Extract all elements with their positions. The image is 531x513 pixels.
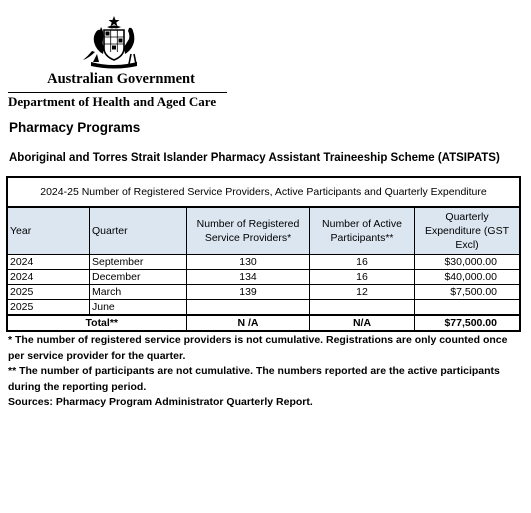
cell-providers: 134 xyxy=(187,270,310,285)
total-participants: N/A xyxy=(310,315,415,331)
participants-footnote: ** The number of participants are not cumulative. The numbers reported are the active participants during the reporting period. xyxy=(8,365,500,393)
government-name: Australian Government xyxy=(47,71,195,87)
cell-participants: 12 xyxy=(310,285,415,300)
cell-expenditure: $30,000.00 xyxy=(415,255,521,270)
header-expenditure: Quarterly Expenditure (GST Excl) xyxy=(415,207,521,255)
table-row xyxy=(7,285,520,300)
department-name: Department of Health and Aged Care xyxy=(8,94,217,109)
total-label: Total** xyxy=(7,315,187,331)
cell-expenditure: $40,000.00 xyxy=(415,270,521,285)
cell-quarter: December xyxy=(90,270,187,285)
header-quarter: Quarter xyxy=(90,207,187,255)
cell-participants: 16 xyxy=(310,270,415,285)
cell-participants: 16 xyxy=(310,255,415,270)
header-year: Year xyxy=(7,207,90,255)
commonwealth-coat-of-arms-icon xyxy=(79,14,149,72)
header-participants: Number of Active Participants** xyxy=(310,207,415,255)
cell-expenditure xyxy=(415,300,521,316)
table-caption: 2024-25 Number of Registered Service Providers, Active Participants and Quarterly Expenditure xyxy=(7,177,520,207)
table-total-row xyxy=(7,315,520,331)
cell-providers: 130 xyxy=(187,255,310,270)
cell-year: 2024 xyxy=(7,255,90,270)
government-logo xyxy=(0,0,531,112)
page-title: Pharmacy Programs xyxy=(9,120,141,135)
scheme-title: Aboriginal and Torres Strait Islander Pharmacy Assistant Traineeship Scheme (ATSIPATS) xyxy=(9,152,500,164)
table-row xyxy=(7,255,520,270)
cell-year: 2025 xyxy=(7,285,90,300)
cell-providers: 139 xyxy=(187,285,310,300)
header-providers: Number of Registered Service Providers* xyxy=(187,207,310,255)
table-row xyxy=(7,300,520,316)
cell-expenditure: $7,500.00 xyxy=(415,285,521,300)
logo-divider xyxy=(8,92,227,93)
cell-year: 2025 xyxy=(7,300,90,316)
cell-quarter: June xyxy=(90,300,187,316)
table-header-row xyxy=(7,207,520,255)
cell-quarter: September xyxy=(90,255,187,270)
table-notes xyxy=(8,333,523,411)
cell-providers xyxy=(187,300,310,316)
source-note: Sources: Pharmacy Program Administrator Quarterly Report. xyxy=(8,396,313,408)
cell-year: 2024 xyxy=(7,270,90,285)
cell-quarter: March xyxy=(90,285,187,300)
table-row xyxy=(7,270,520,285)
total-expenditure: $77,500.00 xyxy=(415,315,521,331)
total-providers: N /A xyxy=(187,315,310,331)
table-caption-row xyxy=(7,177,520,207)
expenditure-table xyxy=(6,176,521,332)
providers-footnote: * The number of registered service providers is not cumulative. Registrations are only counted once per service provider for the quarter. xyxy=(8,334,508,362)
cell-participants xyxy=(310,300,415,316)
